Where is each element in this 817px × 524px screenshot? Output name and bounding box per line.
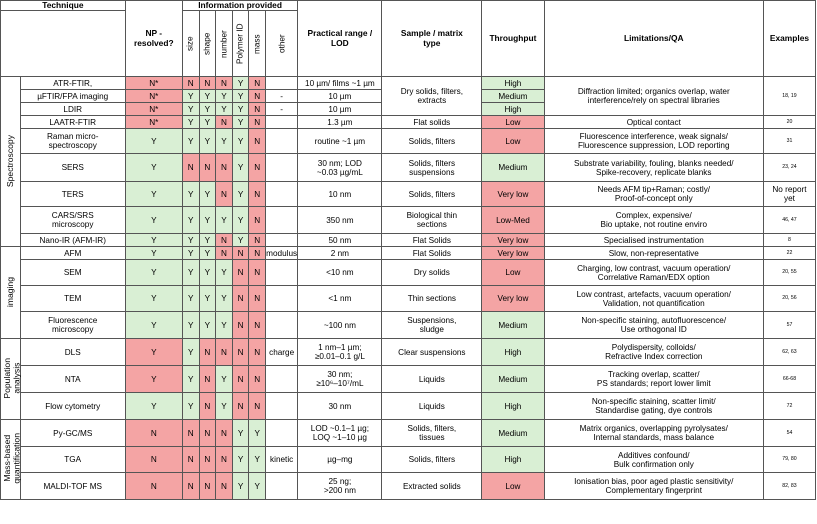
shape-cell: Y xyxy=(199,286,216,312)
technique-cell: µFTIR/FPA imaging xyxy=(20,90,125,103)
other-cell xyxy=(266,286,298,312)
polymer-cell: Y xyxy=(232,420,249,447)
other-cell: charge xyxy=(266,339,298,366)
other-cell xyxy=(266,473,298,500)
number-header: number xyxy=(216,11,233,77)
limitations-cell: Matrix organics, overlapping pyrolysates/ Internal standards, mass balance xyxy=(544,420,763,447)
sample-cell: Thin sections xyxy=(382,286,482,312)
np-cell: Y xyxy=(125,182,182,207)
range-cell: 1.3 µm xyxy=(298,116,382,129)
throughput-cell: Very low xyxy=(482,247,544,260)
examples-cell: 22 xyxy=(763,247,815,260)
number-cell: N xyxy=(216,182,233,207)
examples-cell: 31 xyxy=(763,129,815,154)
polymer-cell: Y xyxy=(232,182,249,207)
shape-cell: Y xyxy=(199,182,216,207)
range-cell: 30 nm xyxy=(298,393,382,420)
sample-matrix-header: Sample / matrix type xyxy=(382,1,482,77)
range-cell: LOD ~0.1–1 µg; LOQ ~1–10 µg xyxy=(298,420,382,447)
information-provided-header: Information provided xyxy=(182,1,297,11)
polymer-cell: N xyxy=(232,247,249,260)
np-cell: N xyxy=(125,420,182,447)
other-cell xyxy=(266,182,298,207)
examples-cell: 62, 63 xyxy=(763,339,815,366)
throughput-cell: High xyxy=(482,77,544,90)
sample-cell: Liquids xyxy=(382,366,482,393)
sample-cell: Dry solids, filters, extracts xyxy=(382,77,482,116)
examples-cell: No report yet xyxy=(763,182,815,207)
mass-cell: N xyxy=(249,154,266,182)
limitations-cell: Charging, low contrast, vacuum operation/ Correlative Raman/EDX option xyxy=(544,260,763,286)
polymer-cell: Y xyxy=(232,103,249,116)
limitations-cell: Slow, non-representative xyxy=(544,247,763,260)
shape-cell: N xyxy=(199,393,216,420)
polymer-cell: Y xyxy=(232,129,249,154)
np-resolved-header: NP - resolved? xyxy=(125,1,182,77)
size-cell: Y xyxy=(182,90,199,103)
table-row xyxy=(1,473,816,500)
table-row xyxy=(1,447,816,473)
examples-cell: 79, 80 xyxy=(763,447,815,473)
size-cell: Y xyxy=(182,312,199,339)
polymer-cell: Y xyxy=(232,77,249,90)
size-cell: Y xyxy=(182,207,199,234)
shape-cell: N xyxy=(199,420,216,447)
examples-cell: 20 xyxy=(763,116,815,129)
np-cell: Y xyxy=(125,312,182,339)
other-cell xyxy=(266,312,298,339)
limitations-cell: Diffraction limited; organics overlap, water interference/rely on spectral libraries xyxy=(544,77,763,116)
size-cell: Y xyxy=(182,366,199,393)
np-cell: Y xyxy=(125,366,182,393)
range-cell: 10 µm xyxy=(298,90,382,103)
limitations-cell: Polydispersity, colloids/ Refractive Index correction xyxy=(544,339,763,366)
np-cell: Y xyxy=(125,129,182,154)
table-row xyxy=(1,77,816,90)
throughput-cell: Medium xyxy=(482,312,544,339)
number-cell: N xyxy=(216,234,233,247)
sample-cell: Solids, filters, tissues xyxy=(382,420,482,447)
shape-cell: N xyxy=(199,447,216,473)
range-cell: <1 nm xyxy=(298,286,382,312)
table-row xyxy=(1,420,816,447)
range-cell: 30 nm; ≥10⁶–10⁷/mL xyxy=(298,366,382,393)
throughput-cell: Very low xyxy=(482,286,544,312)
mass-cell: N xyxy=(249,260,266,286)
mass-cell: N xyxy=(249,339,266,366)
mass-cell: N xyxy=(249,393,266,420)
technique-cell: SERS xyxy=(20,154,125,182)
np-cell: Y xyxy=(125,260,182,286)
range-cell: 2 nm xyxy=(298,247,382,260)
throughput-cell: Very low xyxy=(482,234,544,247)
limitations-cell: Non-specific staining, scatter limit/ Standardise gating, dye controls xyxy=(544,393,763,420)
sample-cell: Liquids xyxy=(382,393,482,420)
range-cell: 1 nm–1 µm; ≥0.01–0.1 g/L xyxy=(298,339,382,366)
shape-cell: N xyxy=(199,473,216,500)
group-label-population-analysis: Population analysis xyxy=(1,339,21,420)
range-cell: µg–mg xyxy=(298,447,382,473)
number-cell: Y xyxy=(216,366,233,393)
examples-cell: 82, 83 xyxy=(763,473,815,500)
sample-cell: Suspensions, sludge xyxy=(382,312,482,339)
other-cell xyxy=(266,116,298,129)
throughput-cell: High xyxy=(482,393,544,420)
polymer-cell: N xyxy=(232,393,249,420)
np-cell: N xyxy=(125,473,182,500)
throughput-header: Throughput xyxy=(482,1,544,77)
range-cell: <10 nm xyxy=(298,260,382,286)
examples-cell: 57 xyxy=(763,312,815,339)
number-cell: N xyxy=(216,116,233,129)
table-row xyxy=(1,339,816,366)
throughput-cell: Low-Med xyxy=(482,207,544,234)
technique-cell: AFM xyxy=(20,247,125,260)
shape-cell: Y xyxy=(199,234,216,247)
throughput-cell: High xyxy=(482,339,544,366)
size-cell: Y xyxy=(182,116,199,129)
technique-cell: Fluorescence microscopy xyxy=(20,312,125,339)
other-cell xyxy=(266,260,298,286)
shape-cell: Y xyxy=(199,260,216,286)
shape-cell: Y xyxy=(199,103,216,116)
number-cell: Y xyxy=(216,207,233,234)
range-cell: ~100 nm xyxy=(298,312,382,339)
other-cell xyxy=(266,77,298,90)
mass-cell: Y xyxy=(249,420,266,447)
range-cell: 25 ng; >200 nm xyxy=(298,473,382,500)
limitations-cell: Fluorescence interference, weak signals/ Fluorescence suppression, LOD reporting xyxy=(544,129,763,154)
table-row xyxy=(1,393,816,420)
polymer-cell: N xyxy=(232,366,249,393)
polymer-cell: Y xyxy=(232,116,249,129)
mass-cell: N xyxy=(249,312,266,339)
size-cell: N xyxy=(182,473,199,500)
np-cell: Y xyxy=(125,207,182,234)
technique-cell: Flow cytometry xyxy=(20,393,125,420)
table-row xyxy=(1,234,816,247)
number-cell: Y xyxy=(216,90,233,103)
range-cell: 10 µm xyxy=(298,103,382,116)
mass-cell: N xyxy=(249,207,266,234)
mass-cell: N xyxy=(249,77,266,90)
throughput-cell: Low xyxy=(482,473,544,500)
polymer-cell: Y xyxy=(232,90,249,103)
np-cell: Y xyxy=(125,247,182,260)
technique-cell: LDIR xyxy=(20,103,125,116)
polymer-cell: Y xyxy=(232,473,249,500)
technique-cell: Py-GC/MS xyxy=(20,420,125,447)
size-cell: Y xyxy=(182,247,199,260)
sample-cell: Flat Solids xyxy=(382,247,482,260)
size-cell: Y xyxy=(182,260,199,286)
number-cell: N xyxy=(216,77,233,90)
number-cell: N xyxy=(216,420,233,447)
shape-cell: Y xyxy=(199,129,216,154)
shape-cell: Y xyxy=(199,207,216,234)
np-cell: Y xyxy=(125,286,182,312)
size-cell: Y xyxy=(182,286,199,312)
limitations-cell: Low contrast, artefacts, vacuum operation/ Validation, not quantification xyxy=(544,286,763,312)
technique-cell: ATR-FTIR, xyxy=(20,77,125,90)
practical-range-header: Practical range / LOD xyxy=(298,1,382,77)
np-cell: Y xyxy=(125,393,182,420)
technique-cell: Nano-IR (AFM-IR) xyxy=(20,234,125,247)
sample-cell: Solids, filters suspensions xyxy=(382,154,482,182)
shape-cell: Y xyxy=(199,312,216,339)
throughput-cell: Medium xyxy=(482,90,544,103)
np-cell: N* xyxy=(125,90,182,103)
technique-cell: TEM xyxy=(20,286,125,312)
shape-cell: N xyxy=(199,77,216,90)
limitations-header: Limitations/QA xyxy=(544,1,763,77)
number-cell: N xyxy=(216,154,233,182)
throughput-cell: High xyxy=(482,447,544,473)
table-row xyxy=(1,182,816,207)
number-cell: Y xyxy=(216,286,233,312)
other-cell xyxy=(266,366,298,393)
other-cell xyxy=(266,207,298,234)
limitations-cell: Needs AFM tip+Raman; costly/ Proof-of-concept only xyxy=(544,182,763,207)
table-row xyxy=(1,366,816,393)
size-cell: Y xyxy=(182,103,199,116)
table-row xyxy=(1,286,816,312)
shape-cell: N xyxy=(199,154,216,182)
other-cell xyxy=(266,154,298,182)
sample-cell: Extracted solids xyxy=(382,473,482,500)
examples-cell: 23, 24 xyxy=(763,154,815,182)
sample-cell: Biological thin sections xyxy=(382,207,482,234)
examples-cell: 8 xyxy=(763,234,815,247)
number-cell: Y xyxy=(216,393,233,420)
shape-cell: Y xyxy=(199,116,216,129)
number-cell: N xyxy=(216,473,233,500)
mass-cell: N xyxy=(249,116,266,129)
sample-cell: Flat Solids xyxy=(382,234,482,247)
other-cell: kinetic xyxy=(266,447,298,473)
polymer-id-header: Polymer ID xyxy=(232,11,249,77)
polymer-cell: Y xyxy=(232,447,249,473)
limitations-cell: Tracking overlap, scatter/ PS standards; report lower limit xyxy=(544,366,763,393)
throughput-cell: Medium xyxy=(482,366,544,393)
throughput-cell: High xyxy=(482,103,544,116)
table-row xyxy=(1,129,816,154)
shape-cell: N xyxy=(199,366,216,393)
np-cell: N* xyxy=(125,116,182,129)
mass-header: mass xyxy=(249,11,266,77)
sample-cell: Clear suspensions xyxy=(382,339,482,366)
other-cell xyxy=(266,129,298,154)
examples-cell: 54 xyxy=(763,420,815,447)
polymer-cell: Y xyxy=(232,207,249,234)
polymer-cell: N xyxy=(232,312,249,339)
table-row xyxy=(1,312,816,339)
number-cell: N xyxy=(216,247,233,260)
header-row xyxy=(1,1,816,11)
mass-cell: N xyxy=(249,103,266,116)
sample-cell: Solids, filters xyxy=(382,129,482,154)
examples-cell: 20, 55 xyxy=(763,260,815,286)
size-cell: N xyxy=(182,420,199,447)
throughput-cell: Low xyxy=(482,129,544,154)
examples-cell: 72 xyxy=(763,393,815,420)
mass-cell: N xyxy=(249,129,266,154)
table-row xyxy=(1,207,816,234)
np-cell: Y xyxy=(125,234,182,247)
technique-header-blank xyxy=(1,11,126,77)
mass-cell: N xyxy=(249,286,266,312)
shape-header: shape xyxy=(199,11,216,77)
polymer-cell: N xyxy=(232,339,249,366)
number-cell: Y xyxy=(216,129,233,154)
group-label-imaging: imaging xyxy=(1,247,21,339)
examples-header: Examples xyxy=(763,1,815,77)
range-cell: 50 nm xyxy=(298,234,382,247)
polymer-cell: N xyxy=(232,260,249,286)
technique-cell: NTA xyxy=(20,366,125,393)
mass-cell: Y xyxy=(249,447,266,473)
table-row xyxy=(1,116,816,129)
size-cell: N xyxy=(182,77,199,90)
size-cell: N xyxy=(182,447,199,473)
other-cell: - xyxy=(266,103,298,116)
size-cell: Y xyxy=(182,182,199,207)
mass-cell: N xyxy=(249,366,266,393)
number-cell: N xyxy=(216,339,233,366)
other-cell xyxy=(266,420,298,447)
other-cell xyxy=(266,393,298,420)
mass-cell: Y xyxy=(249,473,266,500)
range-cell: 10 µm/ films ~1 µm xyxy=(298,77,382,90)
technique-cell: SEM xyxy=(20,260,125,286)
range-cell: 350 nm xyxy=(298,207,382,234)
polymer-cell: N xyxy=(232,286,249,312)
range-cell: routine ~1 µm xyxy=(298,129,382,154)
np-cell: N* xyxy=(125,77,182,90)
mass-cell: N xyxy=(249,247,266,260)
size-header: size xyxy=(182,11,199,77)
limitations-cell: Optical contact xyxy=(544,116,763,129)
technique-header: Technique xyxy=(1,1,126,11)
limitations-cell: Complex, expensive/ Bio uptake, not routine enviro xyxy=(544,207,763,234)
np-cell: Y xyxy=(125,339,182,366)
polymer-cell: Y xyxy=(232,234,249,247)
examples-cell: 20, 56 xyxy=(763,286,815,312)
polymer-cell: Y xyxy=(232,154,249,182)
other-cell: modulus xyxy=(266,247,298,260)
throughput-cell: Very low xyxy=(482,182,544,207)
throughput-cell: Medium xyxy=(482,420,544,447)
technique-cell: DLS xyxy=(20,339,125,366)
number-cell: Y xyxy=(216,103,233,116)
limitations-cell: Specialised instrumentation xyxy=(544,234,763,247)
np-cell: N* xyxy=(125,103,182,116)
technique-cell: TERS xyxy=(20,182,125,207)
examples-cell: 18, 19 xyxy=(763,77,815,116)
mass-cell: N xyxy=(249,182,266,207)
number-cell: N xyxy=(216,447,233,473)
shape-cell: Y xyxy=(199,90,216,103)
group-label-mass-based-quantification: Mass-based quantification xyxy=(1,420,21,500)
shape-cell: N xyxy=(199,339,216,366)
size-cell: Y xyxy=(182,129,199,154)
range-cell: 10 nm xyxy=(298,182,382,207)
table-row xyxy=(1,154,816,182)
technique-cell: LAATR-FTIR xyxy=(20,116,125,129)
sample-cell: Flat solids xyxy=(382,116,482,129)
limitations-cell: Additives confound/ Bulk confirmation only xyxy=(544,447,763,473)
number-cell: Y xyxy=(216,260,233,286)
size-cell: Y xyxy=(182,339,199,366)
other-header: other xyxy=(266,11,298,77)
table-row xyxy=(1,247,816,260)
examples-cell: 66-68 xyxy=(763,366,815,393)
shape-cell: Y xyxy=(199,247,216,260)
other-cell xyxy=(266,234,298,247)
group-label-spectroscopy: Spectroscopy xyxy=(1,77,21,247)
sample-cell: Solids, filters xyxy=(382,447,482,473)
size-cell: Y xyxy=(182,234,199,247)
technique-cell: TGA xyxy=(20,447,125,473)
technique-cell: CARS/SRS microscopy xyxy=(20,207,125,234)
range-cell: 30 nm; LOD ~0.03 µg/mL xyxy=(298,154,382,182)
other-cell: - xyxy=(266,90,298,103)
technique-cell: Raman micro- spectroscopy xyxy=(20,129,125,154)
size-cell: N xyxy=(182,154,199,182)
sample-cell: Dry solids xyxy=(382,260,482,286)
limitations-cell: Non-specific staining, autofluorescence/ Use orthogonal ID xyxy=(544,312,763,339)
np-cell: Y xyxy=(125,154,182,182)
size-cell: Y xyxy=(182,393,199,420)
throughput-cell: Low xyxy=(482,116,544,129)
limitations-cell: Ionisation bias, poor aged plastic sensitivity/ Complementary fingerprint xyxy=(544,473,763,500)
limitations-cell: Substrate variability, fouling, blanks needed/ Spike-recovery, replicate blanks xyxy=(544,154,763,182)
mass-cell: N xyxy=(249,90,266,103)
sample-cell: Solids, filters xyxy=(382,182,482,207)
examples-cell: 46, 47 xyxy=(763,207,815,234)
table-row xyxy=(1,260,816,286)
np-cell: N xyxy=(125,447,182,473)
throughput-cell: Medium xyxy=(482,154,544,182)
technique-cell: MALDI-TOF MS xyxy=(20,473,125,500)
number-cell: Y xyxy=(216,312,233,339)
mass-cell: N xyxy=(249,234,266,247)
throughput-cell: Low xyxy=(482,260,544,286)
